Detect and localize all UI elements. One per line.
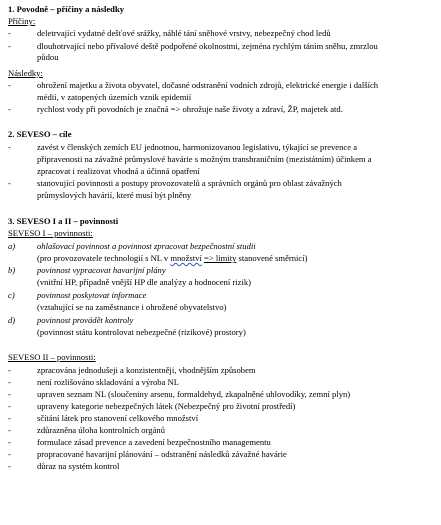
bullet: - xyxy=(8,413,11,423)
duty-detail: (povinnost státu kontrolovat nebezpečné (rizikové) prostory) xyxy=(37,327,246,337)
seveso-2-item: zdůrazněna úloha kontrolních orgánů xyxy=(37,425,165,435)
cause-item-cont: půdou xyxy=(37,52,59,62)
seveso-2-item: není rozlišováno skladování a výroba NL xyxy=(37,377,179,387)
bullet: - xyxy=(8,449,11,459)
item-marker: b) xyxy=(8,265,16,275)
goal-item-cont: průmyslových havárií, které musí být plněny xyxy=(37,190,192,200)
bullet: - xyxy=(8,401,11,411)
seveso-2-label: SEVESO II – povinnosti: xyxy=(8,352,96,362)
bullet: - xyxy=(8,142,11,152)
bullet: - xyxy=(8,437,11,447)
goal-item-cont: zpracovat i realizovat vhodná a účinná opatření xyxy=(37,166,200,176)
duty-title: povinnost provádět kontroly xyxy=(37,315,134,325)
bullet: - xyxy=(8,104,11,114)
bullet: - xyxy=(8,28,11,38)
cause-item: deletrvající vydatné dešťové srážky, náhlé tání sněhové vrstvy, nebezpečný chod ledů xyxy=(37,28,331,38)
goal-item: stanovující povinnosti a postupy provozovatelů a správních orgánů pro oblast závažných xyxy=(37,178,342,188)
duty-detail: (pro provozovatele technologií s NL v množství => limity stanovené směrnicí) xyxy=(37,253,308,263)
duty-detail: (vnitřní HP, případně vnější HP dle analýzy a hodnocení rizik) xyxy=(37,277,251,287)
seveso-2-item: upraveny kategorie nebezpečných látek (Nebezpečný pro životní prostředí) xyxy=(37,401,296,411)
duty-title: povinnost poskytovat informace xyxy=(37,290,147,300)
limit-arrow: => limity xyxy=(204,253,237,263)
bullet: - xyxy=(8,377,11,387)
seveso-2-item: formulace zásad prevence a zavedení bezpečnostního managementu xyxy=(37,437,271,447)
goal-item-cont: připravenosti na závažné průmyslové havárie s možným transhraničním (mezistátním) účinkem a xyxy=(37,154,372,164)
bullet: - xyxy=(8,365,11,375)
duty-title: povinnost vypracovat havarijní plány xyxy=(37,265,166,275)
bullet: - xyxy=(8,80,11,90)
seveso-2-item: upraven seznam NL (sloučeniny arsenu, formaldehyd, zkapalněné uhlovodíky, zemní plyn) xyxy=(37,389,351,399)
bullet: - xyxy=(8,41,11,51)
section-2-heading: 2. SEVESO – cíle xyxy=(8,129,72,139)
bullet: - xyxy=(8,461,11,471)
causes-label: Příčiny: xyxy=(8,16,36,26)
seveso-1-label: SEVESO I – povinnosti: xyxy=(8,228,93,238)
item-marker: d) xyxy=(8,315,16,325)
seveso-2-item: důraz na systém kontrol xyxy=(37,461,120,471)
bullet: - xyxy=(8,425,11,435)
effect-item: rychlost vody při povodních je značná => ohrožuje naše životy a zdraví, ŽP, majetek atd. xyxy=(37,104,343,114)
goal-item: zavést v členských zemích EU jednotnou, harmonizovanou legislativu, týkající se prevence a xyxy=(37,142,358,152)
duty-detail: (vztahující se na zaměstnance i ohrožené obyvatelstvo) xyxy=(37,302,227,312)
bullet: - xyxy=(8,178,11,188)
section-1-heading: 1. Povodně – příčiny a následky xyxy=(8,4,125,14)
seveso-2-item: zpracována jednodušeji a konzistentněji, vhodnějším způsobem xyxy=(37,365,256,375)
section-3-heading: 3. SEVESO I a II – povinnosti xyxy=(8,216,119,226)
effects-label: Následky: xyxy=(8,68,43,78)
seveso-2-item: propracované havarijní plánování – odstranění následků závažné havárie xyxy=(37,449,287,459)
seveso-2-item: sčítání látek pro stanovení celkového množství xyxy=(37,413,199,423)
duty-title: ohlašovací povinnost a povinnost zpracovat bezpečnostní studii xyxy=(37,241,256,251)
effect-item-cont: médií, v zatopených územích vznik epidemií xyxy=(37,92,192,102)
spellcheck-word: množství xyxy=(170,253,202,263)
item-marker: a) xyxy=(8,241,16,251)
item-marker: c) xyxy=(8,290,15,300)
effect-item: ohrožení majetku a života obyvatel, dočasné odstranění vodních zdrojů, elektrické energie i dalších xyxy=(37,80,379,90)
cause-item: dlouhotrvající nebo přívalové deště podpořené okolnostmi, zejména rychlým táním sněhu, zmrzlou xyxy=(37,41,378,51)
bullet: - xyxy=(8,389,11,399)
